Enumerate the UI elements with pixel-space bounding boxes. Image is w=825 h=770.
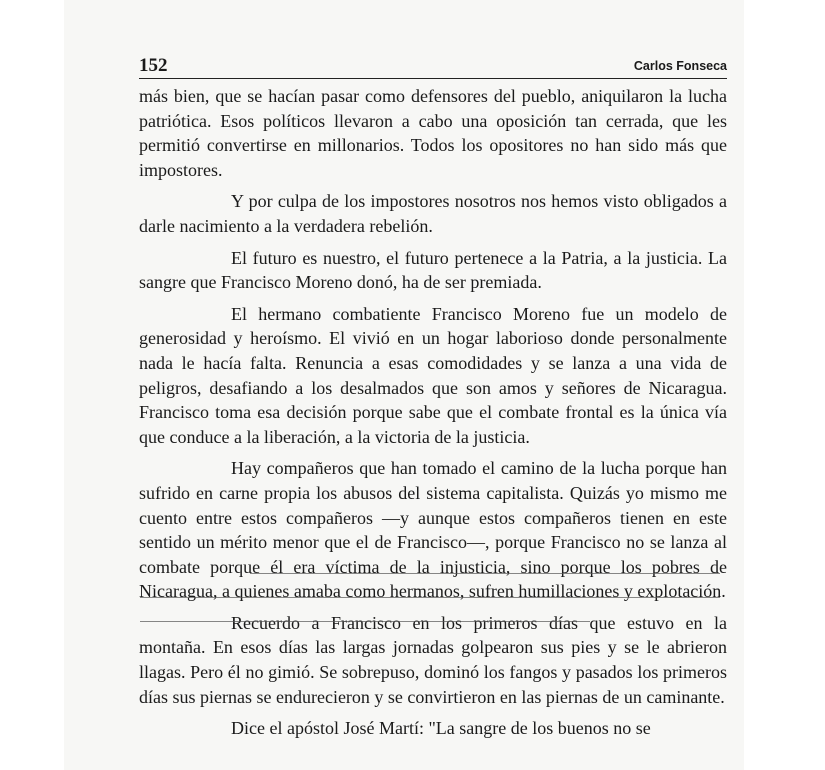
pen-underline: [140, 597, 720, 598]
paragraph: Hay compañeros que han tomado el camino de la lucha porque han sufrido en carne propia los abusos del sistema capitalista. Quizás yo mismo me cuento entre estos compañeros —y aunque estos compañeros tienen en este sentido un mérito menor que el de Francisco—, porque Francisco no se lanza al combate porque él era víctima de la injusticia, sino porque los pobres de Nicaragua, a quienes amaba como hermanos, sufren humillaciones y explotación.: [139, 458, 727, 602]
running-head-author: Carlos Fonseca: [633, 59, 727, 73]
page-header: [139, 55, 727, 79]
paragraph: Y por culpa de los impostores nosotros nos hemos visto obligados a darle nacimiento a la verdadera rebelión.: [139, 191, 727, 236]
paragraph: El futuro es nuestro, el futuro pertenece a la Patria, a la justicia. La sangre que Francisco Moreno donó, ha de ser premiada.: [139, 247, 727, 293]
paragraph: El hermano combatiente Francisco Moreno fue un modelo de generosidad y heroísmo. El vivió en un hogar laborioso donde personalmente nada le hacía falta. Renuncia a esas comodidades y se lanza a una vida de peligros, desafiando a los desalmados que son amos y señores de Nicaragua. Francisco toma esa decisión porque sabe que el combate frontal es la única vía que conduce a la liberación, a la victoria de la justicia.: [139, 303, 727, 447]
paragraph-truncated: Dice el apóstol José Martí: "La sangre de los buenos no se: [231, 718, 651, 739]
paragraph: Recuerdo a Francisco en los primeros días que estuvo en la montaña. En esos días las largas jornadas golpearon sus pies y se le abrieron llagas. Pero él no gimió. Se sobrepuso, dominó los fangos y pasados los primeros días sus piernas se endurecieron y se convirtieron en las piernas de un caminante.: [139, 612, 727, 707]
pen-underline: [140, 621, 590, 622]
header-rule: [139, 78, 727, 79]
paragraph-continued: más bien, que se hacían pasar como defensores del pueblo, aniquilaron la lucha patriótica. Esos políticos llevaron a cabo una oposición tan cerrada, que les permitió convertirse en millonarios. Todos los opositores no han sido más que impostores.: [139, 86, 727, 180]
page-body: [139, 84, 727, 748]
page-number: 152: [139, 55, 168, 76]
pen-underline: [250, 573, 720, 574]
